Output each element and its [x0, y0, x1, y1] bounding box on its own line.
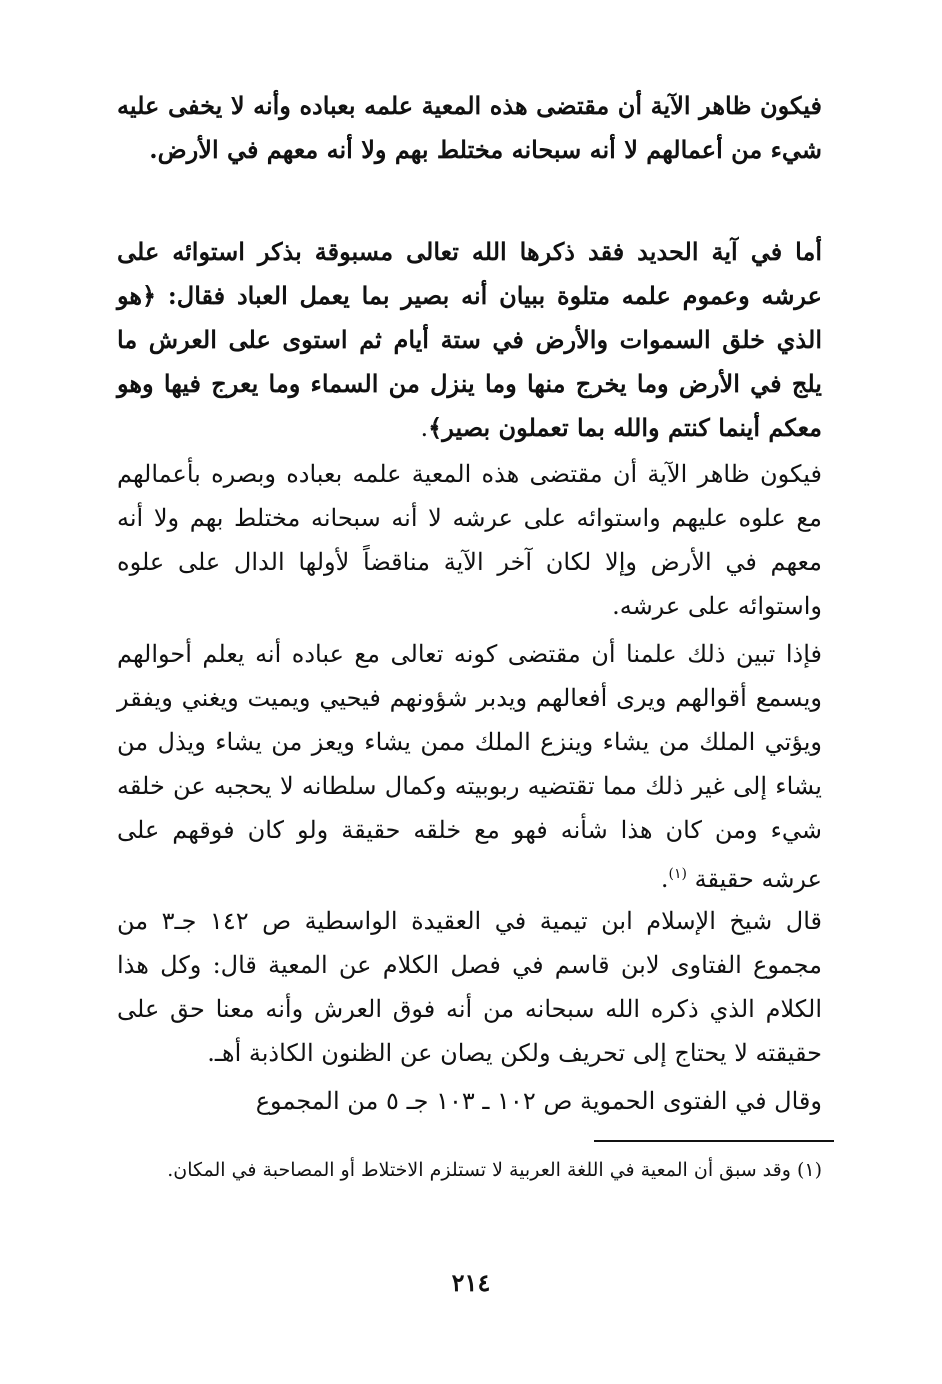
paragraph-1: فيكون ظاهر الآية أن مقتضى هذه المعية علمه بعباده وأنه لا يخفى عليه شيء من أعمالهم لا أنه سبحانه مختلط بهم ولا أنه معهم في الأرض. [117, 91, 822, 164]
footnote-divider [594, 1140, 834, 1142]
footnote-reference[interactable]: (١) [668, 866, 687, 882]
footnote-text: (١) وقد سبق أن المعية في اللغة العربية لا تستلزم الاختلاط أو المصاحبة في المكان. [167, 1159, 822, 1181]
paragraph-2-intro: أما في آية الحديد فقد ذكرها الله تعالى مسبوقة بذكر استوائه على عرشه وعموم علمه متلوة ببيان أنه بصير بما يعمل العباد فقال: [117, 237, 822, 310]
paragraph-6: وقال في الفتوى الحموية ص ١٠٢ ـ ١٠٣ جـ ٥ من المجموع [255, 1087, 822, 1115]
paragraph-5: قال شيخ الإسلام ابن تيمية في العقيدة الواسطية ص ١٤٢ جـ٣ من مجموع الفتاوى لابن قاسم في فصل الكلام عن المعية قال: وكل هذا الكلام الذي ذكره الله سبحانه من أنه فوق العرش وأنه معنا حق على حقيقته لا يحتاج إلى تحريف ولكن يصان عن الظنون الكاذبة أهـ. [117, 907, 822, 1067]
paragraph-2 [117, 230, 822, 450]
paragraph-3: فيكون ظاهر الآية أن مقتضى هذه المعية علمه بعباده وبصره بأعمالهم مع علوه عليهم واستوائه على عرشه لا أنه سبحانه مختلط بهم ولا أنه معهم في الأرض وإلا لكان آخر الآية مناقضاً لأولها الدال على علوه واستوائه على عرشه. [117, 460, 822, 620]
paragraph-4 [117, 632, 822, 901]
quran-quote: ﴿هو الذي خلق السموات والأرض في ستة أيام ثم استوى على العرش ما يلج في الأرض وما يخرج منها وما ينزل من السماء وما يعرج فيها وهو معكم أينما كنتم والله بما تعملون بصير﴾ [117, 281, 822, 442]
paragraph-2-end: . [420, 414, 429, 442]
paragraph-4-main: فإذا تبين ذلك علمنا أن مقتضى كونه تعالى مع عباده أنه يعلم أحوالهم ويسمع أقوالهم ويرى أفعالهم ويدبر شؤونهم فيحيي ويميت ويغني ويفقر ويؤتي الملك من يشاء وينزع الملك ممن يشاء ويعز من يشاء ويذل من يشاء إلى غير ذلك مما تقتضيه ربوبيته وكمال سلطانه لا يحجبه عن خلقه شيء ومن كان هذا شأنه فهو مع خلقه حقيقة ولو كان فوقهم على عرشه حقيقة [117, 640, 822, 893]
page-number: ٢١٤ [451, 1268, 491, 1297]
paragraph-4-end: . [660, 865, 669, 893]
